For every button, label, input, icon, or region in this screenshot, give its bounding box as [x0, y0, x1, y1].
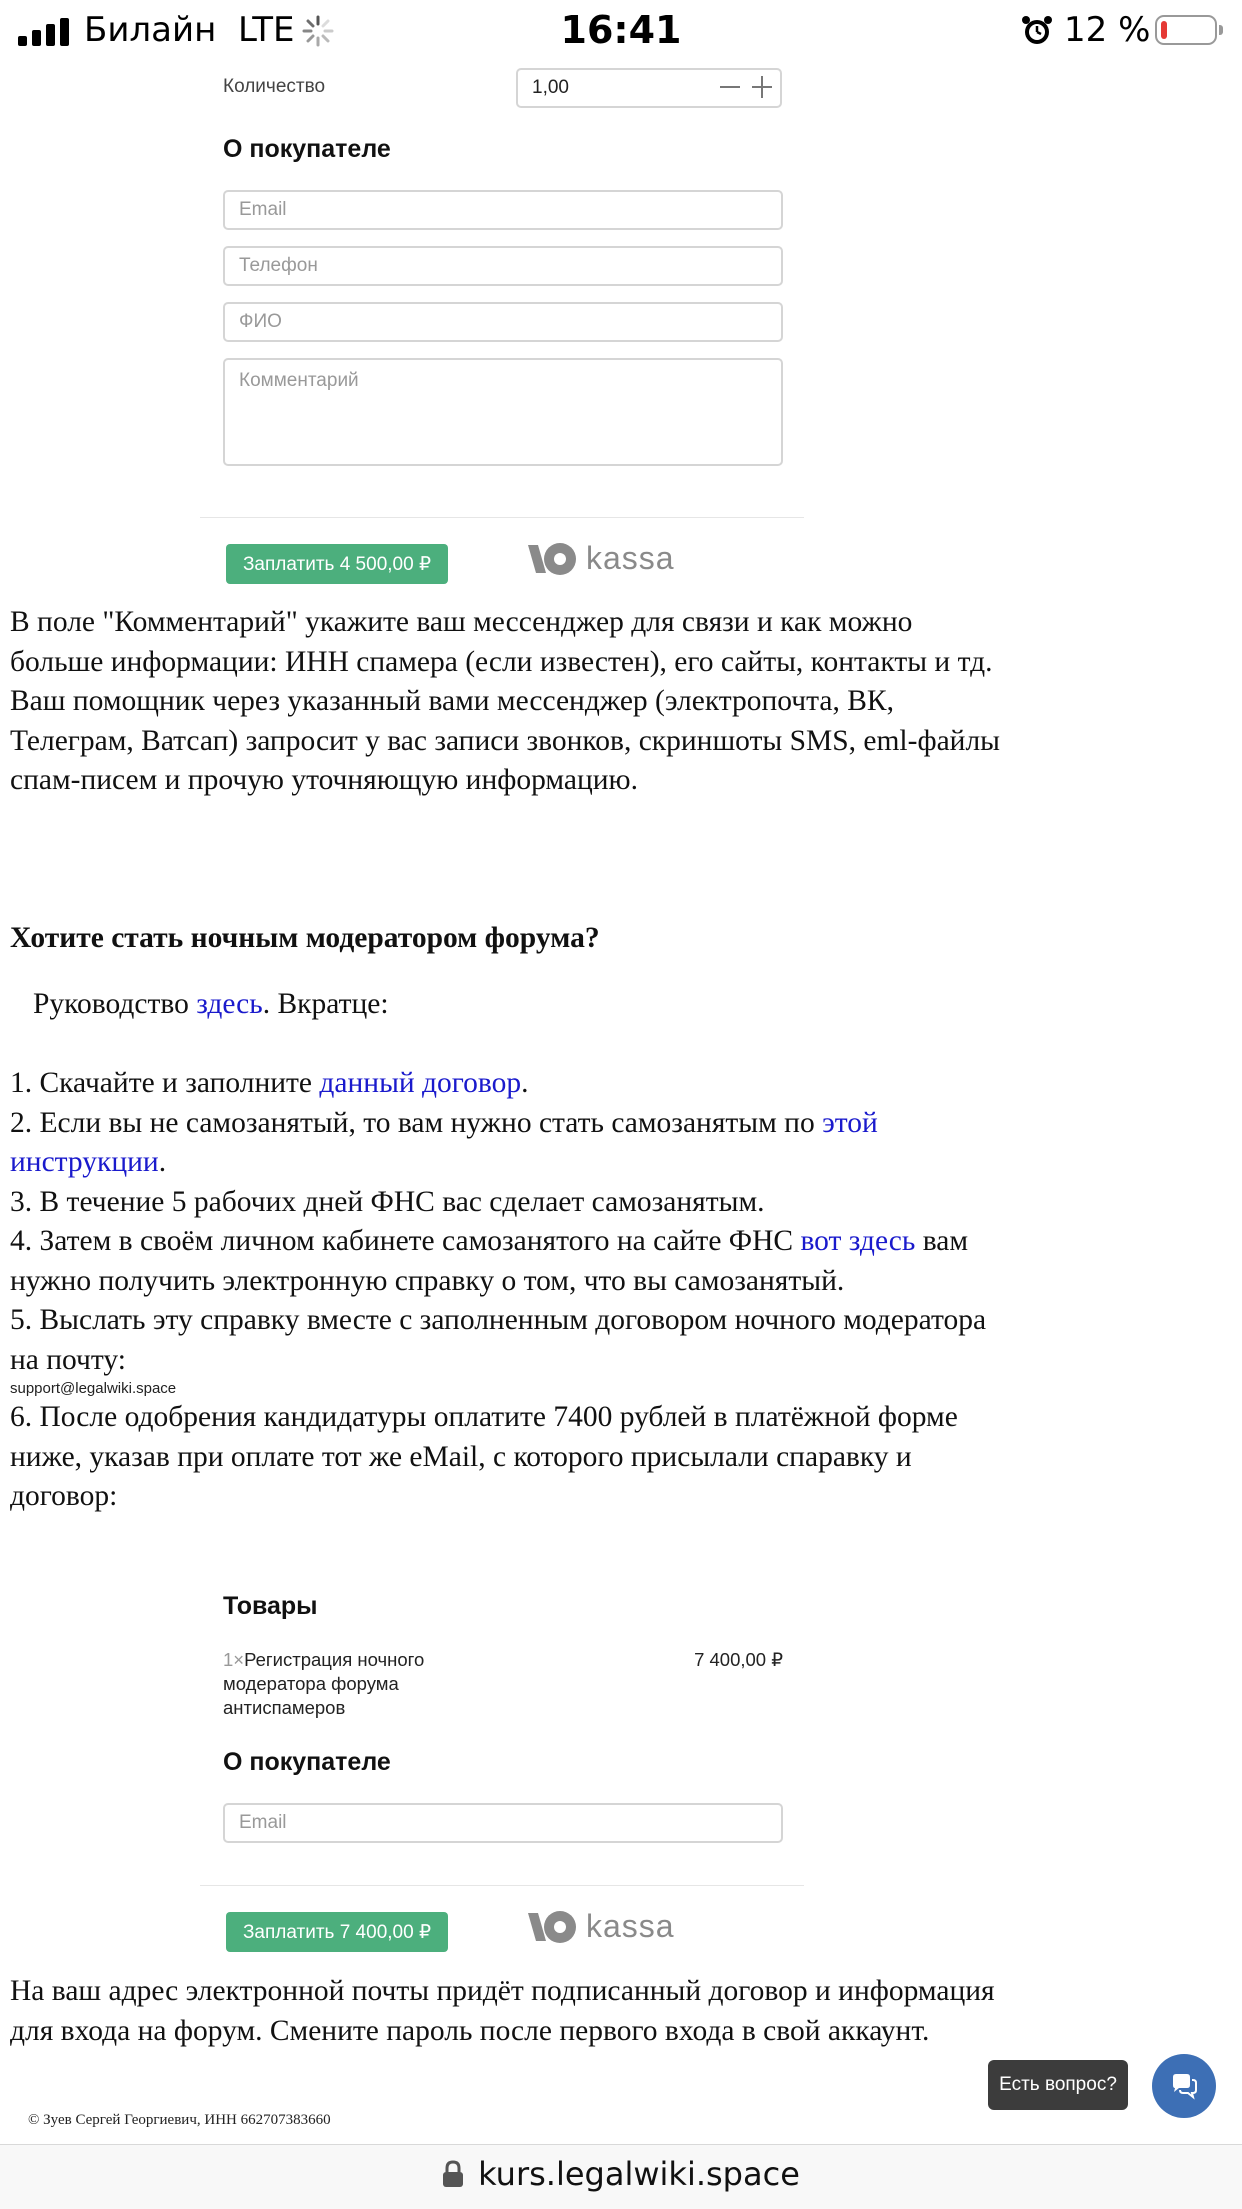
step-4: 4. Затем в своём личном кабинете самозанятого на сайте ФНС вот здесь вам нужно получить электронную справку о том, что вы самозанятый. [10, 1225, 969, 1297]
fns-link[interactable]: вот здесь [800, 1225, 916, 1257]
lock-icon [442, 2160, 464, 2188]
comment-hint-text: В поле "Комментарий" укажите ваш мессенджер для связи и как можно больше информации: ИНН спамера (если известен), его сайты, контакты и тд. Ваш помощник через указанный вами мессенджер (электропочта, ВК, Телеграм, Ватсап) запросит у вас записи звонков, скриншоты SMS, eml-файлы спам-писем и прочую уточняющую информацию. [10, 606, 1000, 796]
chat-tooltip[interactable]: Есть вопрос? [988, 2060, 1128, 2110]
carrier-name: Билайн LTE [84, 10, 295, 50]
form-divider [200, 517, 804, 518]
steps-list [10, 1064, 1010, 1517]
item-price: 7 400,00 ₽ [694, 1649, 783, 1670]
step-6: 6. После одобрения кандидатуры оплатите 7400 рублей в платёжной форме ниже, указав при оплате тот же eMail, с которого присылали спаравку и договор: [10, 1401, 958, 1512]
email-field-2[interactable]: Email [223, 1803, 783, 1843]
comment-field[interactable]: Комментарий [223, 358, 783, 466]
step-2: 2. Если вы не самозанятый, то вам нужно стать самозанятым по этой инструкции. [10, 1106, 878, 1178]
guide-line: Руководство здесь. Вкратце: [33, 988, 389, 1020]
quantity-increase-button[interactable] [752, 76, 772, 98]
quantity-label: Количество [223, 76, 326, 97]
contract-link[interactable]: данный договор [319, 1067, 522, 1099]
url-text: kurs.legalwiki.space [478, 2155, 800, 2193]
quantity-value: 1,00 [532, 77, 569, 98]
clock: 16:41 [560, 8, 682, 52]
network-type: LTE [237, 10, 295, 50]
final-note-text: На ваш адрес электронной почты придёт подписанный договор и информация для входа на форум. Смените пароль после первого входа в свой аккаунт. [10, 1975, 995, 2047]
quantity-decrease-button[interactable] [720, 86, 740, 88]
instruction-link[interactable]: этой инструкции [10, 1106, 878, 1178]
form-divider-2 [200, 1885, 804, 1886]
name-field[interactable]: ФИО [223, 302, 783, 342]
item-qty: 1× [223, 1649, 245, 1670]
quantity-stepper[interactable] [516, 68, 782, 108]
buyer-heading: О покупателе [223, 135, 391, 163]
battery-icon [1155, 15, 1217, 45]
status-bar [0, 0, 1242, 64]
support-email: support@legalwiki.space [10, 1380, 177, 1397]
pay-7400-button[interactable]: Заплатить 7 400,00 ₽ [226, 1912, 448, 1952]
copyright-text: © Зуев Сергей Георгиевич, ИНН 662707383660 [28, 2112, 331, 2128]
alarm-icon [1020, 14, 1054, 48]
step-3: 3. В течение 5 рабочих дней ФНС вас сделает самозанятым. [10, 1185, 765, 1218]
chat-icon [1169, 2071, 1199, 2101]
battery-percent: 12 % [1064, 10, 1151, 50]
pay-4500-button[interactable]: Заплатить 4 500,00 ₽ [226, 544, 448, 584]
yookassa-icon [528, 541, 578, 577]
yookassa-logo: kassa [528, 540, 675, 577]
goods-heading: Товары [223, 1592, 318, 1620]
phone-field[interactable]: Телефон [223, 246, 783, 286]
buyer-heading-2: О покупателе [223, 1748, 391, 1776]
step-1: 1. Скачайте и заполните данный договор. [10, 1067, 529, 1099]
item-name: Регистрация ночного модератора форума антиспамеров [223, 1649, 425, 1718]
url-group [0, 2155, 1242, 2193]
moderator-heading: Хотите стать ночным модератором форума? [10, 922, 600, 954]
email-field[interactable]: Email [223, 190, 783, 230]
chat-button[interactable] [1152, 2054, 1216, 2118]
yookassa-logo-2: kassa [528, 1908, 675, 1945]
yookassa-icon [528, 1909, 578, 1945]
guide-link[interactable]: здесь [196, 988, 263, 1020]
browser-url-bar[interactable] [0, 2144, 1242, 2209]
step-5: 5. Выслать эту справку вместе с заполненным договором ночного модератора на почту: [10, 1304, 987, 1376]
